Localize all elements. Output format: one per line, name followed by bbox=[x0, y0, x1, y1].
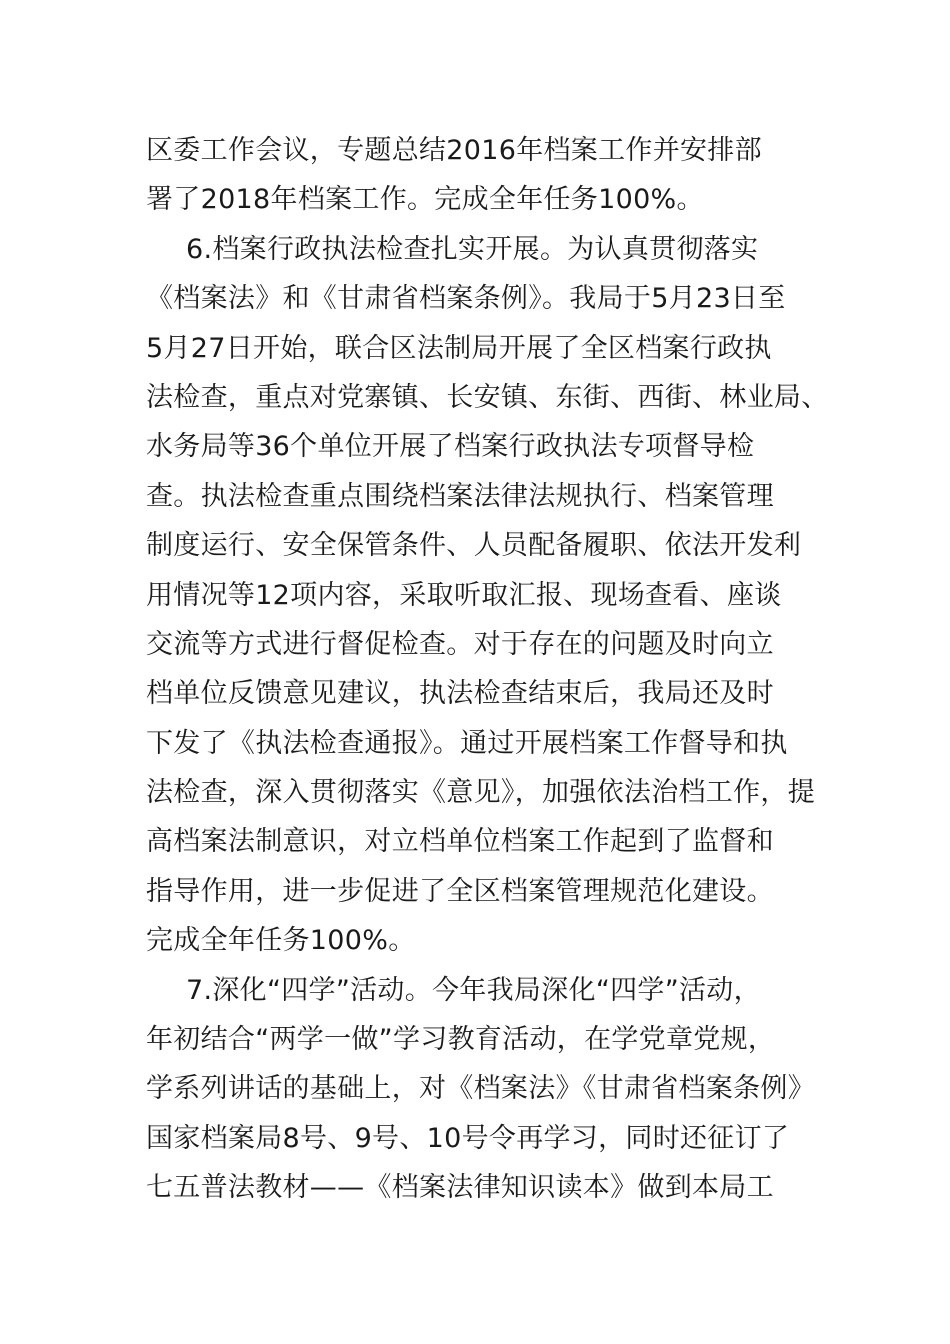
text-line: 法检查，重点对党寨镇、长安镇、东街、西街、林业局、 bbox=[146, 381, 829, 413]
text-line: 下发了《执法检查通报》。通过开展档案工作督导和执 bbox=[146, 727, 788, 759]
text-line: 区委工作会议，专题总结2016年档案工作并安排部 bbox=[146, 135, 762, 166]
text-line: 制度运行、安全保管条件、人员配备履职、依法开发利 bbox=[146, 530, 802, 562]
text-line: 国家档案局8号、9号、10号令再学习，同时还征订了 bbox=[146, 1122, 790, 1154]
text-line: 查。执法检查重点围绕档案法律法规执行、档案管理 bbox=[146, 480, 774, 512]
paragraph-7-start: 7.深化“四学”活动。今年我局深化“四学”活动， bbox=[186, 974, 761, 1006]
text-line: 七五普法教材——《档案法律知识读本》做到本局工 bbox=[146, 1172, 774, 1204]
text-line: 档单位反馈意见建议，执法检查结束后，我局还及时 bbox=[146, 678, 774, 710]
text-line: 年初结合“两学一做”学习教育活动，在学党章党规， bbox=[146, 1024, 776, 1056]
text-line: 署了2018年档案工作。完成全年任务100%。 bbox=[146, 184, 704, 216]
text-line: 5月27日开始，联合区法制局开展了全区档案行政执 bbox=[146, 332, 772, 364]
text-line: 高档案法制意识，对立档单位档案工作起到了监督和 bbox=[146, 826, 774, 858]
text-line: 《档案法》和《甘肃省档案条例》。我局于5月23日至 bbox=[146, 283, 786, 315]
text-line: 学系列讲话的基础上，对《档案法》《甘肃省档案条例》 bbox=[146, 1073, 815, 1105]
text-line: 完成全年任务100%。 bbox=[146, 925, 416, 957]
body-text bbox=[146, 126, 829, 1213]
text-line: 水务局等36个单位开展了档案行政执法专项督导检 bbox=[146, 431, 755, 463]
text-line: 法检查，深入贯彻落实《意见》，加强依法治档工作，提 bbox=[146, 777, 815, 809]
text-line: 交流等方式进行督促检查。对于存在的问题及时向立 bbox=[146, 628, 774, 660]
text-line: 指导作用，进一步促进了全区档案管理规范化建设。 bbox=[146, 875, 774, 907]
text-line: 用情况等12项内容，采取听取汇报、现场查看、座谈 bbox=[146, 579, 782, 611]
paragraph-6-start: 6.档案行政执法检查扎实开展。为认真贯彻落实 bbox=[186, 233, 759, 265]
